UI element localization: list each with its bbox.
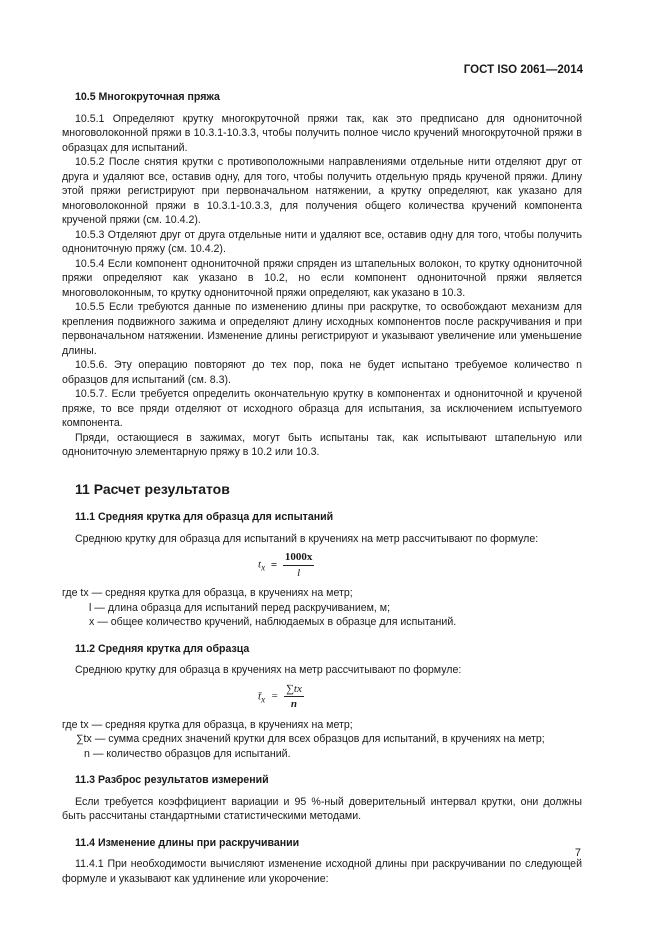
paragraph-10-5-2: 10.5.2 После снятия крутки с противоположными направлениями отдельные нити отделяют друг от друга и удаляют все, оставив одну, для того, чтобы получить отдельную прядь крученой пряжи. Длину этой пряжи регистрируют при первоначальном натяжении, а крутку определяют, как указано для многоволоконной пряжи в 10.3.1-10.3.3, для получения общего количества кручений компонента крученой пряжи (см. 10.4.2). xyxy=(62,156,582,226)
legend-line: ∑tx — сумма средних значений крутки для всех образцов для испытаний, в кручениях на метр; xyxy=(76,733,545,745)
content xyxy=(62,90,582,886)
section-11-3-title: 11.3 Разброс результатов измерений xyxy=(75,774,269,786)
formula-eq: = xyxy=(270,558,278,571)
legend-11-2 xyxy=(62,718,582,762)
formula-11-1 xyxy=(62,550,582,582)
legend-line: n — количество образцов для испытаний. xyxy=(84,747,291,760)
standard-number: ГОСТ ISO 2061—2014 xyxy=(463,64,583,76)
paragraph-10-5-4: 10.5.4 Если компонент однониточной пряжи спряден из штапельных волокон, то крутку однониточной пряжи определяют как указано в 10.2, но если компонент однониточной пряжи является многоволоконным, то крутку однониточной пряжи определяют, как указано в 10.3. xyxy=(62,257,582,299)
paragraph-10-5-1: 10.5.1 Определяют крутку многокруточной пряжи так, как это предписано для однониточной многоволоконной пряжи в 10.3.1-10.3.3, чтобы получить полное число кручений многокруточной пряжи в образцах для испытаний. xyxy=(62,112,582,154)
legend-line: где tx — средняя крутка для образца, в кручениях на метр; xyxy=(62,587,353,599)
paragraph-10-5-5: 10.5.5 Если требуются данные по изменению длины при раскрутке, то освобождают механизм для крепления подвижного зажима и определяют длину исходных компонентов после раскручивания и при первоначальном натяжении. Изменение длины регистрируют и указывают увеличение или уменьшение длины. xyxy=(62,301,582,357)
legend-line: x — общее количество кручений, наблюдаемых в образце для испытаний. xyxy=(89,616,457,628)
section-11-2-title: 11.2 Средняя крутка для образца xyxy=(75,642,250,655)
section-10-5-title: 10.5 Многокруточная пряжа xyxy=(75,91,220,103)
legend-line: l — длина образца для испытаний перед раскручиванием, м; xyxy=(89,601,391,614)
formula-eq: = xyxy=(270,690,279,703)
page-number: 7 xyxy=(574,847,581,859)
legend-11-1 xyxy=(62,586,582,630)
formula-lhs-sub: x xyxy=(261,694,266,705)
formula-denominator: n xyxy=(290,698,298,710)
formula-fraction xyxy=(283,550,315,580)
legend-line: где tx — средняя крутка для образца, в кручениях на метр; xyxy=(62,718,353,731)
paragraph-10-5-6: 10.5.6. Эту операцию повторяют до тех пор, пока не будет испытано требуемое количество n образцов для испытаний (см. 8.3). xyxy=(62,359,582,386)
paragraph-11-2-intro: Среднюю крутку для образца в кручениях на метр рассчитывают по формуле: xyxy=(75,664,462,676)
formula-lhs-sub: x xyxy=(261,562,266,573)
paragraph-11-3: Если требуется коэффициент вариации и 95 %-ный доверительный интервал крутки, они должны быть рассчитаны стандартными статистическими методами. xyxy=(62,795,582,822)
formula-numerator: ∑tx xyxy=(284,682,304,698)
formula-fraction xyxy=(284,682,304,712)
formula-numerator: 1000x xyxy=(283,550,315,566)
formula-11-2 xyxy=(62,682,582,714)
paragraph-11-4-1: 11.4.1 При необходимости вычисляют изменение исходной длины при раскручивании по следующей формуле и указывают как удлинение или укорочение: xyxy=(62,858,582,885)
section-11-4-title: 11.4 Изменение длины при раскручивании xyxy=(75,836,300,849)
formula-denominator: l xyxy=(297,566,301,579)
paragraph-10-5-8: Пряди, остающиеся в зажимах, могут быть испытаны так, как испытывают штапельную или однониточную элементарную пряжу в 10.2 или 10.3. xyxy=(62,431,582,458)
paragraph-11-1-intro: Среднюю крутку для образца для испытаний в кручениях на метр рассчитывают по формуле: xyxy=(75,532,539,545)
paragraph-10-5-3: 10.5.3 Отделяют друг от друга отдельные нити и удаляют все, оставив одну для того, чтобы получить однониточную пряжу (см. 10.4.2). xyxy=(62,228,582,255)
section-11-1-title: 11.1 Средняя крутка для образца для испытаний xyxy=(75,511,334,523)
formula-lhs: t̄ xyxy=(258,690,262,703)
section-11-title: 11 Расчет результатов xyxy=(75,480,230,497)
formula-lhs: t xyxy=(258,558,262,571)
paragraph-10-5-7: 10.5.7. Если требуется определить окончательную крутку в компонентах и однониточной и крученой пряже, то все пряди отделяют от исходного образца для испытания, за исключением испытуемого компонента. xyxy=(62,388,582,429)
